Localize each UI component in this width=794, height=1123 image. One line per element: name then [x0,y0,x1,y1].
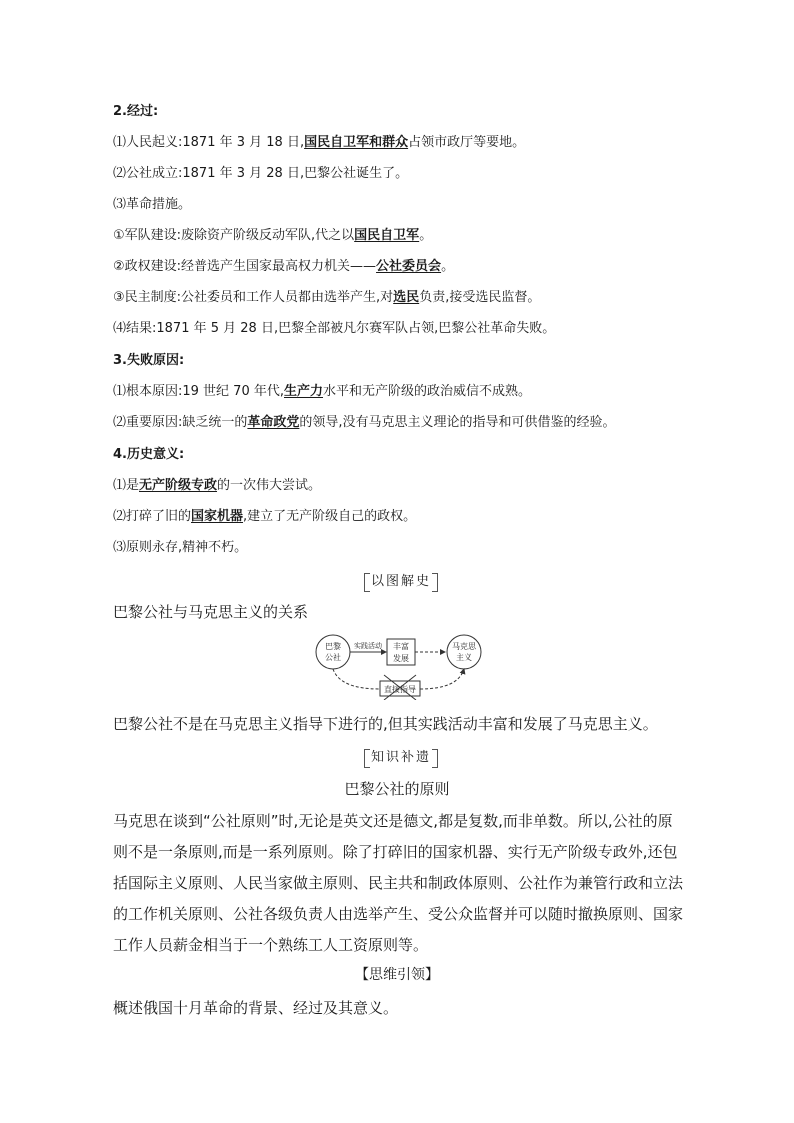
section-2-line-2: ⑵公社成立:1871 年 3 月 28 日,巴黎公社诞生了。 [113,166,409,181]
knowledge-supplement-tag: 知识补遗 [366,749,436,767]
section-2-title: 2.经过: [113,104,159,119]
line-text: ⑴根本原因:19 世纪 70 年代, [113,384,284,399]
section-3-line-1 [113,383,531,401]
section-3-line-2 [113,414,616,432]
section-4-line-1 [113,477,321,495]
line-text: ①军队建设:废除资产阶级反动军队,代之以 [113,228,355,243]
line-text: 负责,接受选民监督。 [419,290,541,305]
relationship-diagram [300,628,500,700]
section-2-line-6 [113,289,540,307]
line-text: 。 [419,228,433,243]
line-text: 的一次伟大尝试。 [217,478,322,493]
section-4-line-3: ⑶原则永存,精神不朽。 [113,540,248,555]
line-text: 的领导,没有马克思主义理论的指导和可供借鉴的经验。 [299,415,616,430]
line-text: ②政权建设:经普选产生国家最高权力机关—— [113,259,377,274]
key-term: 生产力 [284,384,324,399]
diagram-summary: 巴黎公社不是在马克思主义指导下进行的,但其实践活动丰富和发展了马克思主义。 [113,715,658,733]
section-2-line-7: ⑷结果:1871 年 5 月 28 日,巴黎全部被凡尔赛军队占领,巴黎公社革命失败。 [113,321,556,336]
thinking-title: 【思维引领】 [355,967,439,983]
line-text: 。 [441,259,455,274]
box-label: 直接指导 [384,685,416,694]
section-4-line-2 [113,508,416,526]
line-text: ,建立了无产阶级自己的政权。 [243,509,417,524]
key-term: 国民自卫军 [354,228,420,243]
line-text: 占领市政厅等要地。 [408,135,526,150]
line-text: ⑵重要原因:缺乏统一的 [113,415,248,430]
section-4-title: 4.历史意义: [113,447,185,462]
box-label: 发展 [393,654,409,663]
section-2-line-1 [113,134,525,152]
section-3-title: 3.失败原因: [113,353,185,368]
arrow-label: 实践活动 [354,642,382,650]
curve-left [333,669,380,689]
node-label: 公社 [325,653,341,662]
line-text: ⑴是 [113,478,140,493]
line-text: ⑵打碎了旧的 [113,509,192,524]
section-2-line-3: ⑶革命措施。 [113,197,192,212]
picture-history-tag: 以图解史 [366,573,436,591]
key-term: 无产阶级专政 [139,478,218,493]
key-term: 国家机器 [191,509,244,524]
key-term: 公社委员会 [376,259,442,274]
section-2-line-5 [113,258,454,276]
node-label: 马克思 [452,642,476,651]
node-label: 主义 [456,653,472,662]
knowledge-title: 巴黎公社的原则 [344,780,450,798]
thinking-question: 概述俄国十月革命的背景、经过及其意义。 [113,999,399,1017]
line-text: 水平和无产阶级的政治威信不成熟。 [323,384,532,399]
box-label: 丰富 [393,642,409,651]
node-label: 巴黎 [325,642,341,651]
key-term: 革命政党 [247,415,300,430]
paris-commune-node [316,635,350,669]
section-2-line-4 [113,227,432,245]
key-term: 选民 [393,290,420,305]
diagram-caption: 巴黎公社与马克思主义的关系 [113,603,309,621]
curve-right [420,669,464,689]
line-text: ⑴人民起义:1871 年 3 月 18 日, [113,135,305,150]
key-term: 国民自卫军和群众 [304,135,409,150]
marxism-node [447,635,481,669]
knowledge-body: 马克思在谈到“公社原则”时,无论是英文还是德文,都是复数,而非单数。所以,公社的原则不是一条原则,而是一系列原则。除了打碎旧的国家机器、实行无产阶级专政外,还包括国际主义原则、人民当家做主原则、民主共和制政体原则、公社作为兼管行政和立法的工作机关原则、公社各级负责人由选举产生、受公众监督并可以随时撤换原则、国家工作人员薪金相当于一个熟练工人工资原则等。 [113,812,684,954]
line-text: ③民主制度:公社委员和工作人员都由选举产生,对 [113,290,394,305]
